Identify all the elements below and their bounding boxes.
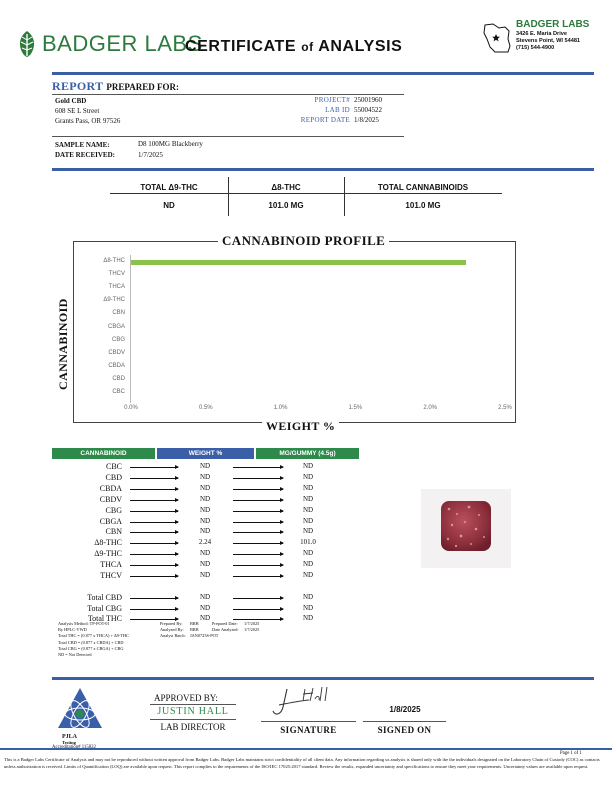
row-arrow	[233, 598, 283, 599]
result-row-mg: ND	[302, 472, 314, 481]
results-header-weight: WEIGHT %	[157, 448, 254, 459]
result-row-weight: ND	[199, 560, 211, 569]
row-arrow	[130, 467, 178, 468]
report-date: 1/8/2025	[354, 116, 379, 124]
result-row-mg: ND	[302, 483, 314, 492]
chart-title: CANNABINOID PROFILE	[218, 233, 389, 249]
total-row-weight: ND	[199, 614, 211, 622]
total-row-weight: ND	[199, 603, 211, 612]
lab-city: Stevens Point, WI 54481	[516, 38, 581, 44]
chart-category-label: CBC	[112, 389, 125, 395]
client-name: Gold CBD	[55, 97, 87, 105]
result-row-weight: ND	[199, 483, 211, 492]
approved-by-label: APPROVED BY:	[154, 693, 218, 703]
lab-id: 55004522	[354, 106, 382, 114]
row-arrow	[130, 500, 178, 501]
row-arrow	[130, 619, 178, 620]
total-row-mg: ND	[302, 593, 314, 601]
chart-category-label: THCA	[108, 284, 125, 291]
results-header-mg: MG/GUMMY (4.5g)	[256, 448, 359, 459]
row-arrow	[233, 511, 283, 512]
result-row-name: CBG	[105, 505, 122, 515]
row-arrow	[130, 576, 178, 577]
client-street: 608 SE L Street	[55, 107, 100, 115]
result-row-weight: ND	[199, 472, 211, 481]
project-number: 25001960	[354, 96, 382, 104]
result-row-name: Δ8-THC	[94, 538, 122, 548]
lab-phone: (715) 544-4900	[516, 45, 555, 51]
row-arrow	[233, 609, 283, 610]
approved-by-line	[150, 704, 236, 705]
page-number: Page 1 of 1	[560, 751, 582, 756]
row-arrow	[233, 489, 283, 490]
row-arrow	[233, 554, 283, 555]
total-row-mg: ND	[302, 603, 314, 612]
chart-category-label: CBDV	[108, 349, 125, 356]
lab-id-label: LAB ID	[325, 106, 350, 114]
result-row-name: THCA	[100, 560, 122, 570]
signed-date: 1/8/2025	[389, 705, 421, 714]
chart-category-label: CBD	[112, 375, 125, 382]
signed-on-line	[363, 721, 446, 722]
sample-photo	[421, 489, 511, 568]
result-row-weight: ND	[199, 505, 211, 514]
result-row-weight: ND	[199, 462, 211, 470]
report-date-label: REPORT DATE	[300, 116, 350, 124]
chart-x-tick-label: 2.0%	[423, 405, 438, 411]
row-arrow	[130, 478, 178, 479]
lab-street: 3426 E. Maria Drive	[516, 31, 567, 37]
result-row-name: THCV	[100, 571, 122, 580]
approver-role: LAB DIRECTOR	[160, 722, 226, 732]
result-row-weight: ND	[199, 571, 211, 579]
sample-name: D8 100MG Blackberry	[138, 140, 203, 148]
pjla-sub: Testing	[62, 740, 76, 745]
row-arrow	[130, 511, 178, 512]
chart-category-label: Δ8-THC	[103, 258, 125, 264]
total-row-name: Total CBD	[87, 593, 122, 602]
chart-category-label: CBGA	[107, 323, 125, 330]
result-row-name: CBD	[105, 472, 122, 482]
pjla-name: PJLA	[62, 734, 77, 740]
result-row-mg: ND	[302, 505, 314, 514]
result-row-mg: ND	[302, 560, 314, 569]
project-label: PROJECT#	[314, 96, 350, 104]
row-arrow	[130, 543, 178, 544]
row-arrow	[233, 478, 283, 479]
approver-name: JUSTIN HALL	[157, 706, 229, 717]
method-notes: Analysis Method: TP-POT-01 By HPLC-VWD Total THC = (0.877 x THCA) + Δ9-THC Total CBD = (0.877 x CBDA) + CBD Total CBG = (0.877 x CBGA) + CBG ND = Not Detected	[58, 621, 129, 658]
result-row-mg: ND	[302, 516, 314, 525]
result-row-name: Δ9-THC	[94, 549, 122, 559]
row-arrow	[233, 619, 283, 620]
row-arrow	[130, 532, 178, 533]
logo-text: BADGER LABS	[42, 31, 203, 56]
chart-category-label: Δ9-THC	[103, 297, 125, 304]
date-received: 1/7/2025	[138, 151, 163, 159]
chart-x-tick-label: 1.5%	[348, 405, 363, 411]
chart-x-tick-label: 1.0%	[273, 405, 288, 411]
result-row-weight: 2.24	[198, 538, 212, 547]
summary-header-total-cannabinoids: TOTAL CANNABINOIDS	[377, 183, 469, 192]
result-row-weight: ND	[199, 494, 211, 503]
date-received-label: DATE RECEIVED:	[55, 151, 115, 159]
row-arrow	[130, 598, 178, 599]
row-arrow	[233, 522, 283, 523]
chart-x-tick-label: 0.0%	[124, 405, 138, 411]
chart-x-tick-label: 2.5%	[498, 405, 512, 411]
result-row-name: CBC	[105, 462, 122, 471]
chart-x-axis-label: WEIGHT %	[262, 419, 339, 434]
result-row-weight: ND	[199, 549, 211, 558]
analysis-metadata: Prepared By: BRB Prepared Date: 1/7/2025 Analyzed By: BRB Date Analyzed: 1/7/2025 Analyst Batch: JAN0725S-POT	[160, 621, 260, 639]
row-arrow	[130, 609, 178, 610]
document-title: CERTIFICATE of ANALYSIS	[185, 38, 403, 55]
chart-y-axis-label: CANNABINOID	[56, 294, 71, 394]
result-row-mg: 101.0	[300, 538, 316, 547]
approval-top-divider	[52, 677, 594, 680]
signature-label: SIGNATURE	[280, 725, 337, 735]
signature-line	[261, 721, 356, 722]
handwritten-signature	[265, 683, 350, 721]
row-arrow	[130, 489, 178, 490]
row-arrow	[233, 565, 283, 566]
total-row-name: Total CBG	[87, 603, 122, 613]
signature-image	[265, 683, 350, 721]
row-arrow	[130, 565, 178, 566]
result-row-name: CBDV	[99, 494, 122, 504]
chart-x-tick-label: 0.5%	[198, 405, 213, 411]
result-row-weight: ND	[199, 516, 211, 525]
chart-category-label: THCV	[108, 271, 125, 278]
client-city: Grants Pass, OR 97526	[55, 117, 121, 125]
chart-category-label: CBN	[112, 310, 125, 317]
total-row-mg: ND	[302, 614, 314, 622]
summary-value-total-cannabinoids: 101.0 MG	[405, 201, 441, 210]
disclaimer: This is a Badger Labs Certificate of Analysis and may not be reproduced without written approval from Badger Labs. Badger Labs maintains strict confidentiality of all client data. Any information regarding us analysis is shared only with the the individuals designated on the Laboratory Chain of Custody (COC) as contacts unless authorization is received. Limits of Quantification (LOQ) are available upon request. This report complies to the requirements of the ISO/IEC 17025:2017 standard. Review the results, expanded uncertainty and specifications to ensure they meet your requirements. Uncertainty values are available upon request.	[4, 757, 600, 769]
chart-category-label: CBDA	[108, 362, 125, 369]
pjla-seal-icon	[55, 686, 105, 734]
total-row-weight: ND	[199, 593, 211, 601]
result-row-weight: ND	[199, 527, 211, 536]
footer-divider	[0, 748, 612, 750]
row-arrow	[233, 467, 283, 468]
result-row-name: CBGA	[99, 516, 122, 526]
gummy-image	[421, 489, 511, 568]
results-header-cannabinoid: CANNABINOID	[52, 448, 155, 459]
pjla-logo	[55, 686, 105, 734]
report-heading: REPORT PREPARED FOR:	[52, 79, 179, 93]
summary-header-d8: Δ8-THC	[271, 183, 301, 192]
sample-name-label: SAMPLE NAME:	[55, 141, 110, 149]
result-row-name: CBDA	[99, 483, 122, 493]
result-row-mg: ND	[302, 494, 314, 503]
row-arrow	[130, 522, 178, 523]
lab-name: BADGER LABS	[516, 19, 590, 30]
result-row-mg: ND	[302, 571, 314, 579]
row-arrow	[233, 576, 283, 577]
row-arrow	[233, 532, 283, 533]
total-row-name: Total THC	[87, 614, 122, 623]
row-arrow	[130, 554, 178, 555]
row-arrow	[233, 500, 283, 501]
approver-name-line	[150, 719, 236, 720]
signed-on-label: SIGNED ON	[377, 725, 432, 735]
result-row-mg: ND	[302, 462, 314, 470]
summary-header-total-d9: TOTAL Δ9-THC	[140, 183, 198, 192]
chart-category-label: CBG	[111, 336, 125, 343]
result-row-name: CBN	[105, 527, 122, 537]
result-row-mg: ND	[302, 549, 314, 558]
summary-value-d8: 101.0 MG	[268, 201, 304, 210]
summary-value-total-d9: ND	[163, 201, 175, 210]
row-arrow	[233, 543, 283, 544]
result-row-mg: ND	[302, 527, 314, 536]
